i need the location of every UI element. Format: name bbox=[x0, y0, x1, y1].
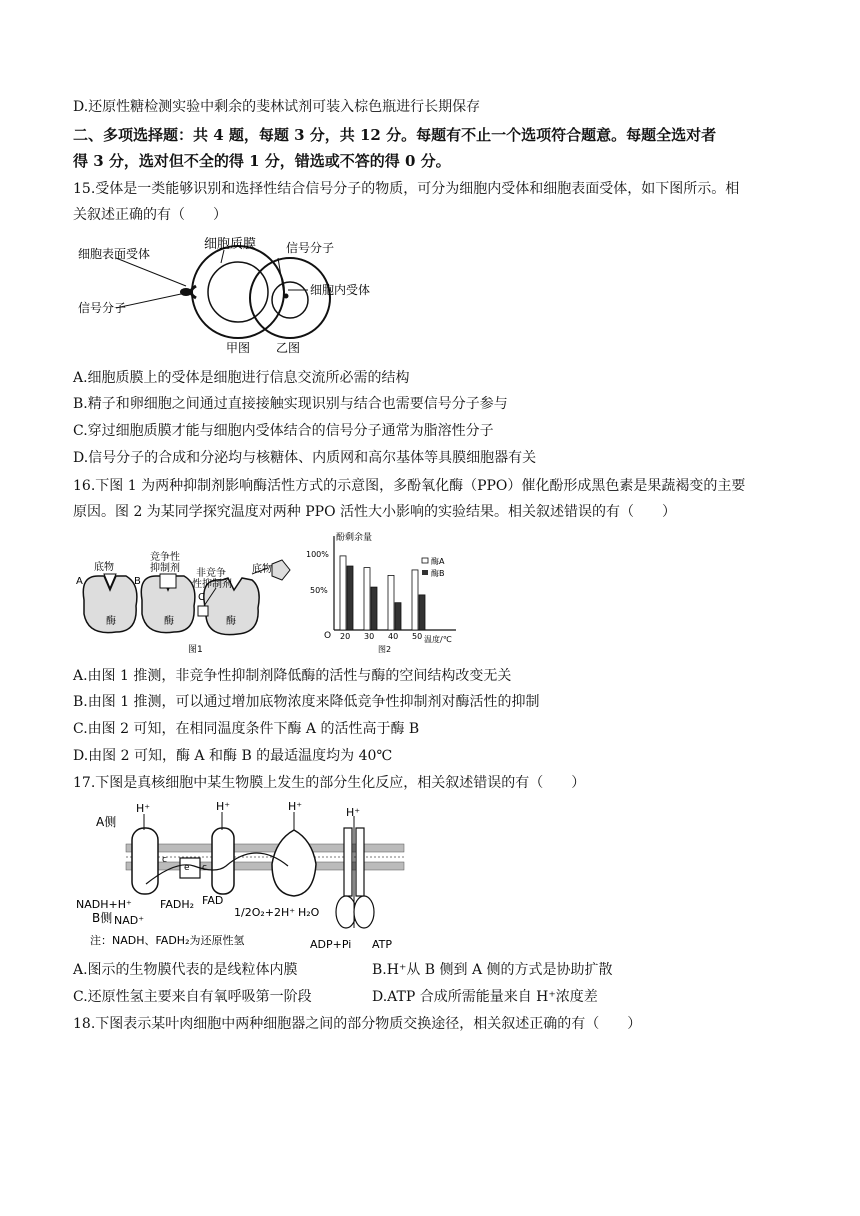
q15-stem: 15.受体是一类能够识别和选择性结合信号分子的物质，可分为细胞内受体和细胞表面受体，如下图所示。相 bbox=[73, 181, 740, 197]
q16-option-b: B.由图 1 推测，可以通过增加底物浓度来降低竞争性抑制剂对酶活性的抑制 bbox=[73, 694, 540, 710]
nad-label: NAD⁺ bbox=[114, 914, 145, 927]
bar-b-30 bbox=[371, 587, 377, 630]
cell-yi-nucleus bbox=[272, 282, 308, 318]
fad-label: FAD bbox=[202, 894, 224, 907]
label-jia: 甲图 bbox=[226, 341, 251, 355]
fadh2-label: FADH₂ bbox=[160, 898, 194, 911]
legend-label-a: 酶A bbox=[431, 557, 445, 566]
figure-16-2-chart bbox=[306, 528, 466, 656]
adp-label: ADP+Pi bbox=[310, 938, 352, 951]
figure-17 bbox=[76, 800, 412, 954]
b-side-label: B侧 bbox=[92, 911, 113, 925]
q17-option-b: B.H⁺从 B 侧到 A 侧的方式是协助扩散 bbox=[372, 962, 613, 978]
q17-option-d: D.ATP 合成所需能量来自 H⁺浓度差 bbox=[372, 989, 598, 1005]
label-enzyme-b: 酶 bbox=[164, 616, 174, 627]
label-surface-receptor: 细胞表面受体 bbox=[78, 247, 151, 261]
label-yi: 乙图 bbox=[276, 341, 301, 355]
fig2-caption: 图2 bbox=[378, 645, 392, 654]
legend-swatch-a bbox=[422, 558, 428, 563]
bar-a-40 bbox=[388, 575, 394, 630]
label-enzyme-a: 酶 bbox=[106, 616, 116, 627]
label-b: B bbox=[134, 576, 141, 587]
label-competitive-1: 竞争性 bbox=[150, 552, 180, 563]
atp-label: ATP bbox=[372, 938, 393, 951]
cell-yi-outer bbox=[250, 258, 330, 338]
q18-stem: 18.下图表示某叶肉细胞中两种细胞器之间的部分物质交换途径，相关叙述正确的有（ ） bbox=[73, 1016, 642, 1032]
x-axis-label: 温度/℃ bbox=[424, 635, 452, 644]
q17-stem: 17.下图是真核细胞中某生物膜上发生的部分生化反应，相关叙述错误的有（ ） bbox=[73, 775, 586, 791]
label-competitive-2: 抑制剂 bbox=[150, 563, 180, 574]
figure-15 bbox=[76, 228, 396, 358]
origin-label: O bbox=[324, 631, 332, 641]
h2o-label: H₂O bbox=[298, 906, 320, 919]
q15-option-b: B.精子和卵细胞之间通过直接接触实现识别与结合也需要信号分子参与 bbox=[73, 396, 508, 412]
complex-2 bbox=[180, 858, 200, 878]
bar-a-20 bbox=[340, 556, 346, 630]
hplus-1: H⁺ bbox=[136, 802, 151, 815]
atp-synthase-head-2 bbox=[354, 896, 374, 928]
label-membrane: 细胞质膜 bbox=[204, 237, 257, 252]
q16-option-a: A.由图 1 推测，非竞争性抑制剂降低酶的活性与酶的空间结构改变无关 bbox=[73, 668, 512, 684]
q17-option-a: A.图示的生物膜代表的是线粒体内膜 bbox=[73, 962, 298, 978]
label-signal-1: 信号分子 bbox=[78, 301, 127, 315]
bar-a-50 bbox=[412, 570, 418, 630]
atp-synthase-head-1 bbox=[336, 896, 356, 928]
q15-stem-cont: 关叙述正确的有（ ） bbox=[73, 207, 227, 223]
legend-label-b: 酶B bbox=[431, 569, 445, 578]
q17-option-c: C.还原性氢主要来自有氧呼吸第一阶段 bbox=[73, 989, 312, 1005]
figure-16-1 bbox=[76, 544, 306, 656]
label-substrate-2: 底物 bbox=[252, 564, 272, 575]
bar-b-50 bbox=[419, 595, 425, 630]
label-signal-2: 信号分子 bbox=[286, 241, 335, 255]
q16-option-d: D.由图 2 可知，酶 A 和酶 B 的最适温度均为 40℃ bbox=[73, 748, 393, 764]
x-tick-30: 30 bbox=[364, 632, 375, 641]
cell-jia-outer bbox=[192, 246, 284, 338]
a-side-label: A侧 bbox=[96, 815, 117, 829]
hplus-4: H⁺ bbox=[346, 806, 361, 819]
note-label: 注：NADH、FADH₂为还原性氢 bbox=[90, 934, 245, 947]
y-axis-label: 酚剩余量 bbox=[336, 533, 373, 543]
y-tick-100: 100% bbox=[306, 550, 329, 559]
y-tick-50: 50% bbox=[310, 586, 328, 595]
label-noncompetitive-1: 非竞争 bbox=[196, 568, 226, 579]
complex-3 bbox=[212, 828, 234, 894]
q15-option-c: C.穿过细胞质膜才能与细胞内受体结合的信号分子通常为脂溶性分子 bbox=[73, 423, 494, 439]
atp-synthase-stalk-1 bbox=[344, 828, 352, 896]
label-inner-receptor: 细胞内受体 bbox=[310, 283, 371, 297]
label-enzyme-c: 酶 bbox=[226, 616, 236, 627]
q15-option-d: D.信号分子的合成和分泌均与核糖体、内质网和高尔基体等具膜细胞器有关 bbox=[73, 450, 537, 466]
section-heading-cont: 得 3 分，选对但不全的得 1 分，错选或不答的得 0 分。 bbox=[73, 152, 451, 170]
cell-jia-inner bbox=[208, 262, 268, 322]
signal-molecule-jia bbox=[180, 288, 192, 296]
x-tick-50: 50 bbox=[412, 632, 423, 641]
e-label: e bbox=[184, 863, 190, 873]
x-tick-40: 40 bbox=[388, 632, 399, 641]
bar-b-20 bbox=[347, 566, 353, 630]
label-c: C bbox=[198, 592, 205, 603]
hplus-2: H⁺ bbox=[216, 800, 231, 813]
complex-1 bbox=[132, 828, 158, 894]
c-label-1: c bbox=[162, 855, 167, 865]
nadh-label: NADH+H⁺ bbox=[76, 898, 132, 911]
bar-a-30 bbox=[364, 568, 370, 630]
q16-stem: 16.下图 1 为两种抑制剂影响酶活性方式的示意图，多酚氧化酶（PPO）催化酚形成黑色素是果蔬褐变的主要 bbox=[73, 478, 746, 494]
bar-b-40 bbox=[395, 603, 401, 630]
c-label-2: c bbox=[202, 863, 207, 873]
fig1-caption: 图1 bbox=[188, 645, 203, 655]
q15-option-a: A.细胞质膜上的受体是细胞进行信息交流所必需的结构 bbox=[73, 370, 410, 386]
complex-4 bbox=[272, 830, 316, 896]
q16-option-c: C.由图 2 可知，在相同温度条件下酶 A 的活性高于酶 B bbox=[73, 721, 420, 737]
option-14d: D.还原性糖检测实验中剩余的斐林试剂可装入棕色瓶进行长期保存 bbox=[73, 99, 481, 115]
x-tick-20: 20 bbox=[340, 632, 351, 641]
atp-synthase-stalk-2 bbox=[356, 828, 364, 896]
label-noncompetitive-2: 性抑制剂 bbox=[192, 579, 232, 590]
section-heading: 二、多项选择题：共 4 题，每题 3 分，共 12 分。每题有不止一个选项符合题意。每题全选对者 bbox=[73, 126, 717, 144]
label-substrate: 底物 bbox=[94, 562, 114, 573]
substrate-free bbox=[272, 560, 290, 580]
o2-label: 1/2O₂+2H⁺ bbox=[234, 906, 296, 919]
legend-swatch-b bbox=[422, 570, 428, 575]
q16-stem-cont: 原因。图 2 为某同学探究温度对两种 PPO 活性大小影响的实验结果。相关叙述错误的有（ ） bbox=[73, 504, 677, 520]
label-a: A bbox=[76, 576, 83, 587]
hplus-3: H⁺ bbox=[288, 800, 303, 813]
